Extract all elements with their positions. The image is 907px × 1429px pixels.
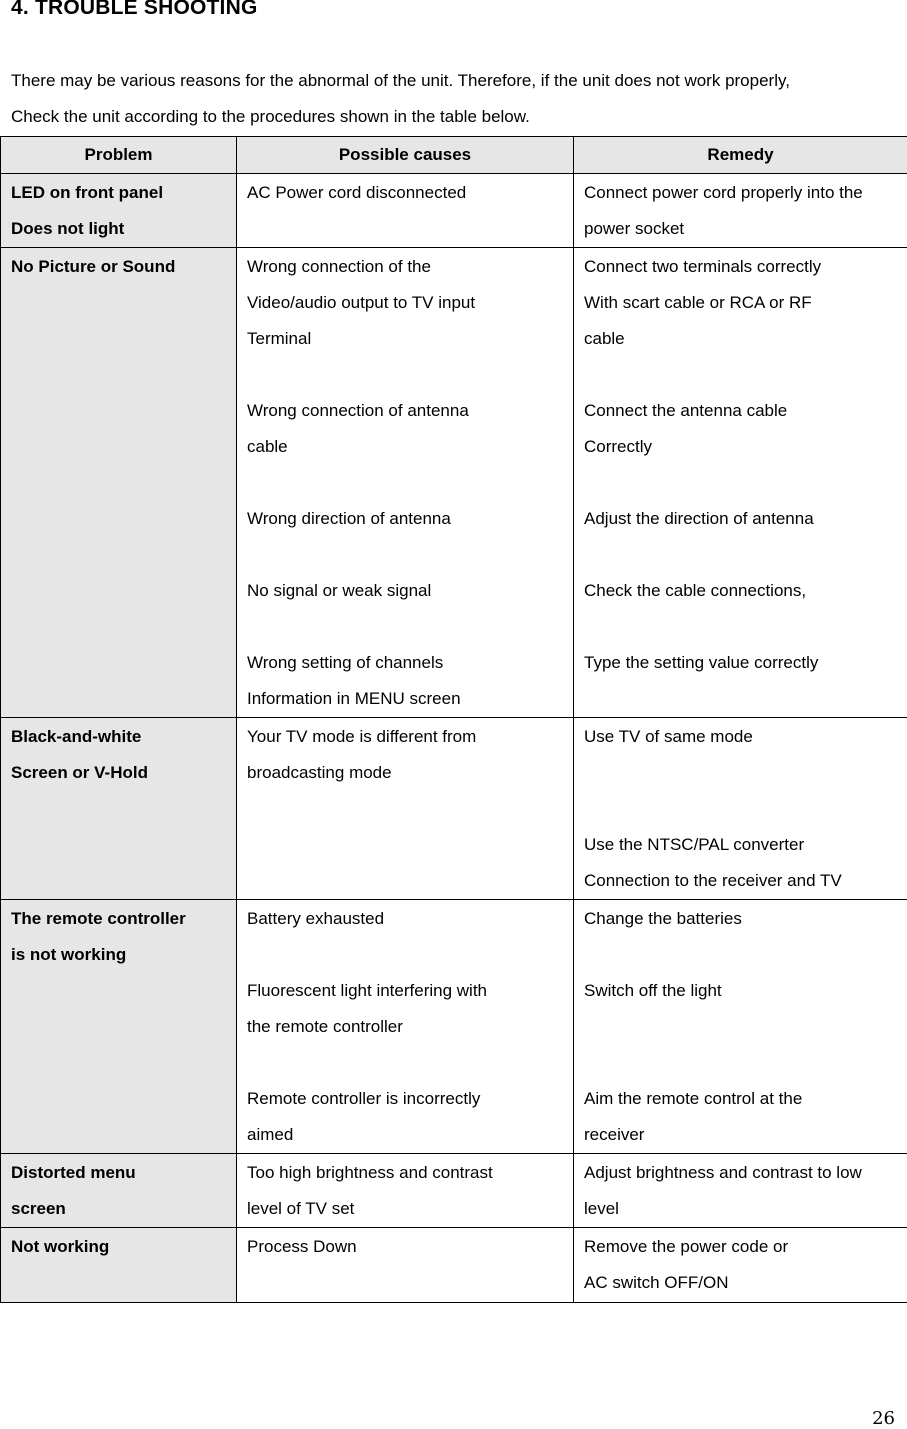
- cell-line: Process Down: [247, 1229, 566, 1265]
- cell-line: [247, 537, 566, 573]
- cell-line: Black-and-white: [11, 719, 229, 755]
- cell-line: [584, 937, 900, 973]
- cell-line: [247, 609, 566, 645]
- cell-line: screen: [11, 1191, 229, 1227]
- header-problem: Problem: [1, 137, 237, 174]
- cell-line: level: [584, 1191, 900, 1227]
- cell-line: AC Power cord disconnected: [247, 175, 566, 211]
- remedy-cell: [574, 174, 907, 248]
- cell-line: [247, 465, 566, 501]
- remedy-cell: [574, 248, 907, 718]
- causes-cell: [237, 248, 574, 718]
- cell-line: LED on front panel: [11, 175, 229, 211]
- cell-line: No signal or weak signal: [247, 573, 566, 609]
- cell-line: [247, 357, 566, 393]
- cell-line: Change the batteries: [584, 901, 900, 937]
- table-row: [1, 174, 907, 248]
- cell-line: [584, 755, 900, 791]
- cell-line: Switch off the light: [584, 973, 900, 1009]
- cell-line: [584, 791, 900, 827]
- cell-line: No Picture or Sound: [11, 249, 229, 285]
- cell-line: broadcasting mode: [247, 755, 566, 791]
- cell-line: Check the cable connections,: [584, 573, 900, 609]
- problem-cell: [1, 174, 237, 248]
- cell-line: the remote controller: [247, 1009, 566, 1045]
- table-header-row: [1, 137, 907, 174]
- cell-line: Wrong direction of antenna: [247, 501, 566, 537]
- causes-cell: [237, 718, 574, 900]
- cell-line: Distorted menu: [11, 1155, 229, 1191]
- remedy-cell: [574, 718, 907, 900]
- cell-line: Connect power cord properly into the: [584, 175, 900, 211]
- problem-cell: [1, 248, 237, 718]
- cell-line: [247, 1045, 566, 1081]
- cell-line: [584, 609, 900, 645]
- problem-cell: [1, 718, 237, 900]
- cell-line: cable: [247, 429, 566, 465]
- cell-line: Does not light: [11, 211, 229, 247]
- causes-cell: [237, 1154, 574, 1228]
- cell-line: cable: [584, 321, 900, 357]
- cell-line: Aim the remote control at the: [584, 1081, 900, 1117]
- table-row: [1, 1154, 907, 1228]
- causes-cell: [237, 900, 574, 1154]
- table-row: [1, 718, 907, 900]
- header-remedy: Remedy: [574, 137, 907, 174]
- cell-line: Remove the power code or: [584, 1229, 900, 1265]
- problem-cell: [1, 900, 237, 1154]
- causes-cell: [237, 174, 574, 248]
- cell-line: level of TV set: [247, 1191, 566, 1227]
- page-number: 26: [872, 1408, 895, 1429]
- intro-text: [11, 63, 901, 135]
- cell-line: [247, 937, 566, 973]
- cell-line: [584, 537, 900, 573]
- cell-line: Terminal: [247, 321, 566, 357]
- cell-line: Wrong connection of antenna: [247, 393, 566, 429]
- cell-line: Remote controller is incorrectly: [247, 1081, 566, 1117]
- cell-line: Your TV mode is different from: [247, 719, 566, 755]
- cell-line: Adjust brightness and contrast to low: [584, 1155, 900, 1191]
- causes-cell: [237, 1228, 574, 1303]
- cell-line: Wrong connection of the: [247, 249, 566, 285]
- cell-line: Fluorescent light interfering with: [247, 973, 566, 1009]
- cell-line: Battery exhausted: [247, 901, 566, 937]
- cell-line: Video/audio output to TV input: [247, 285, 566, 321]
- cell-line: receiver: [584, 1117, 900, 1153]
- problem-cell: [1, 1228, 237, 1303]
- cell-line: Not working: [11, 1229, 229, 1265]
- cell-line: The remote controller: [11, 901, 229, 937]
- cell-line: [584, 1009, 900, 1045]
- cell-line: Use TV of same mode: [584, 719, 900, 755]
- cell-line: AC switch OFF/ON: [584, 1265, 900, 1301]
- cell-line: With scart cable or RCA or RF: [584, 285, 900, 321]
- cell-line: aimed: [247, 1117, 566, 1153]
- cell-line: [584, 1045, 900, 1081]
- table-row: [1, 248, 907, 718]
- cell-line: Connect two terminals correctly: [584, 249, 900, 285]
- cell-line: power socket: [584, 211, 900, 247]
- cell-line: is not working: [11, 937, 229, 973]
- cell-line: Correctly: [584, 429, 900, 465]
- section-heading: 4. TROUBLE SHOOTING: [11, 0, 257, 20]
- troubleshooting-table: [0, 136, 907, 1303]
- cell-line: Wrong setting of channels: [247, 645, 566, 681]
- intro-line: There may be various reasons for the abnormal of the unit. Therefore, if the unit does not work properly,: [11, 63, 901, 99]
- cell-line: Use the NTSC/PAL converter: [584, 827, 900, 863]
- table-row: [1, 900, 907, 1154]
- header-possible-causes: Possible causes: [237, 137, 574, 174]
- remedy-cell: [574, 1154, 907, 1228]
- cell-line: [584, 465, 900, 501]
- cell-line: [584, 357, 900, 393]
- table-row: [1, 1228, 907, 1303]
- remedy-cell: [574, 1228, 907, 1303]
- cell-line: Type the setting value correctly: [584, 645, 900, 681]
- cell-line: Connect the antenna cable: [584, 393, 900, 429]
- remedy-cell: [574, 900, 907, 1154]
- intro-line: Check the unit according to the procedures shown in the table below.: [11, 99, 901, 135]
- cell-line: Too high brightness and contrast: [247, 1155, 566, 1191]
- cell-line: Screen or V-Hold: [11, 755, 229, 791]
- cell-line: Information in MENU screen: [247, 681, 566, 717]
- cell-line: Connection to the receiver and TV: [584, 863, 900, 899]
- cell-line: Adjust the direction of antenna: [584, 501, 900, 537]
- table-body: [1, 174, 907, 1303]
- problem-cell: [1, 1154, 237, 1228]
